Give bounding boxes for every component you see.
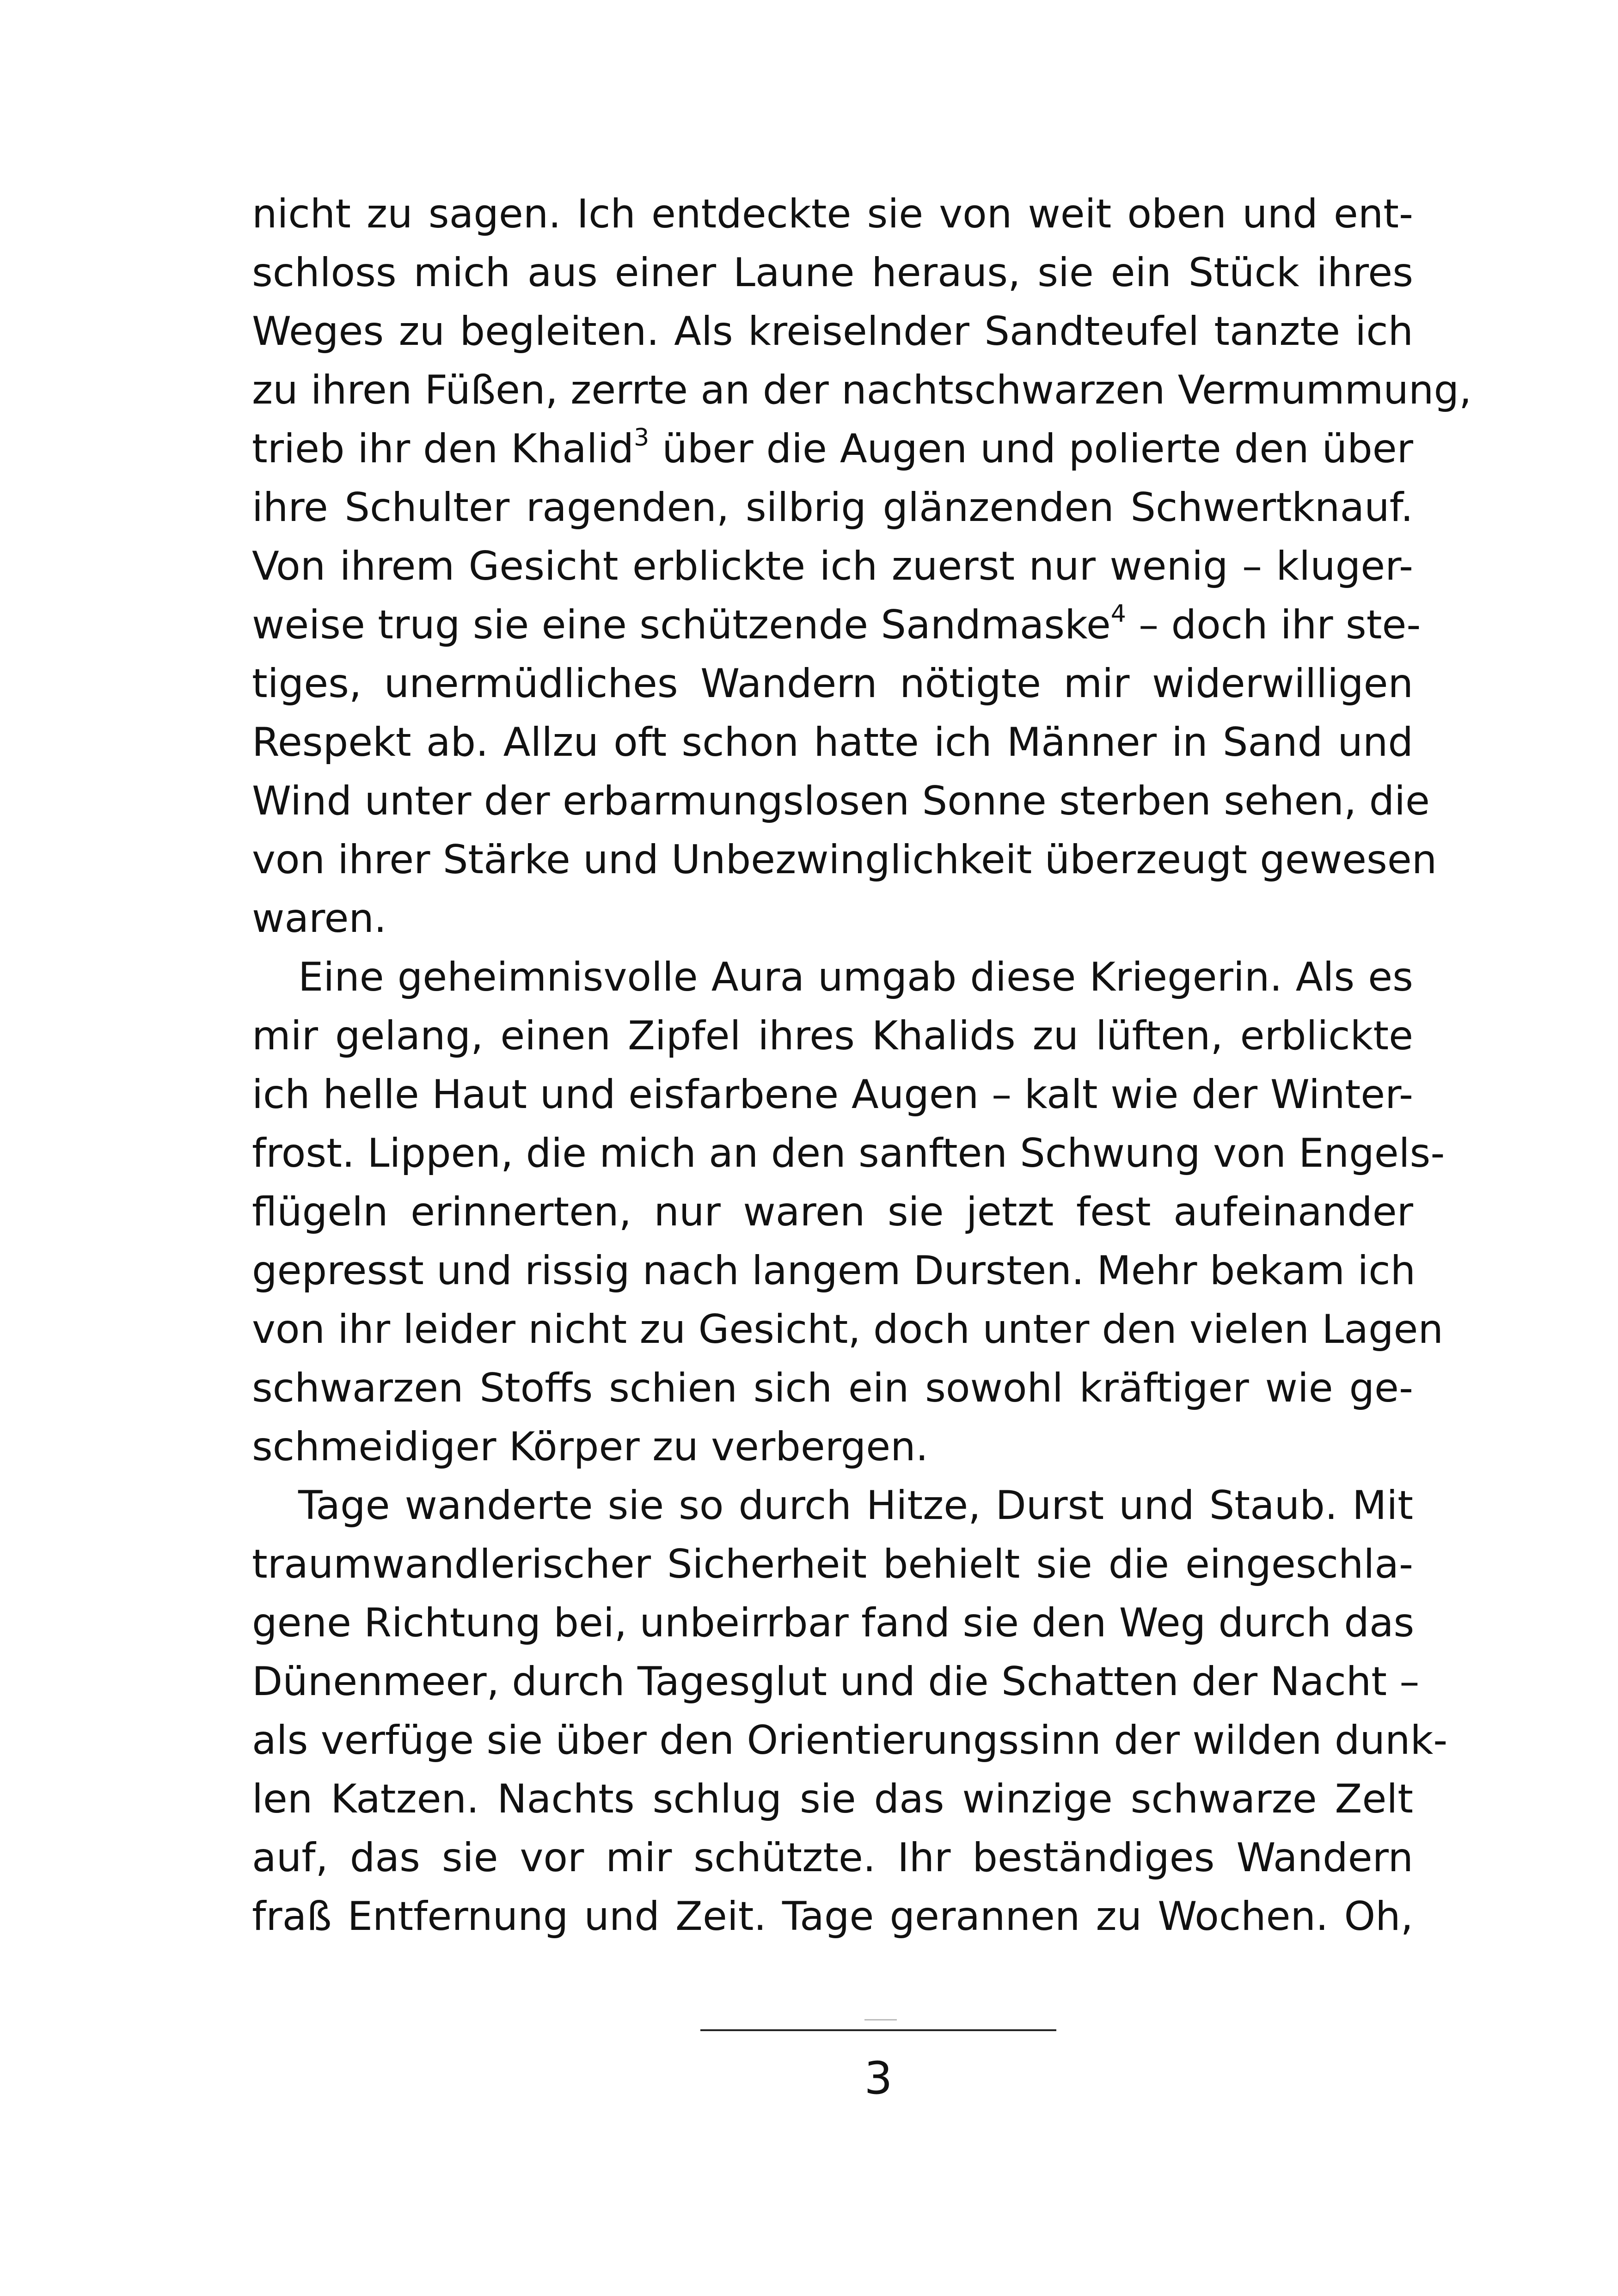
text-line: schwarzen Stoffs schien sich ein sowohl kräftiger wie ge-	[252, 1365, 1413, 1411]
text-line	[252, 596, 1421, 655]
text-line: gene Richtung bei, unbeirrbar fand sie den Weg durch das	[252, 1600, 1415, 1646]
text-segment: weise trug sie eine schützende Sandmaske	[252, 602, 1111, 648]
text-line: traumwandlerischer Sicherheit behielt sie die eingeschla-	[252, 1541, 1413, 1587]
text-line: gepresst und rissig nach langem Dursten. Mehr bekam ich	[252, 1248, 1416, 1294]
text-line: Eine geheimnisvolle Aura umgab diese Kriegerin. Als es	[298, 954, 1413, 1000]
text-line: frost. Lippen, die mich an den sanften Schwung von Engels-	[252, 1130, 1445, 1176]
text-line: mir gelang, einen Zipfel ihres Khalids zu lüften, erblickte	[252, 1013, 1413, 1059]
text-segment: über die Augen und polierte den über	[649, 426, 1413, 472]
text-line: ich helle Haut und eisfarbene Augen – kalt wie der Winter-	[252, 1071, 1413, 1118]
text-line: nicht zu sagen. Ich entdeckte sie von weit oben und ent-	[252, 191, 1413, 237]
text-line	[252, 420, 1413, 478]
page-number: 3	[864, 2052, 893, 2104]
text-line: von ihrer Stärke und Unbezwinglichkeit überzeugt gewesen	[252, 837, 1437, 883]
text-line: zu ihren Füßen, zerrte an der nachtschwarzen Vermummung,	[252, 367, 1472, 413]
text-line: Tage wanderte sie so durch Hitze, Durst und Staub. Mit	[298, 1482, 1413, 1529]
text-line: fraß Entfernung und Zeit. Tage gerannen zu Wochen. Oh,	[252, 1893, 1413, 1940]
text-segment: trieb ihr den Khalid	[252, 426, 634, 472]
text-line: Wind unter der erbarmungslosen Sonne sterben sehen, die	[252, 778, 1430, 824]
page-footer	[0, 1988, 1618, 2126]
text-line: als verfüge sie über den Orientierungssinn der wilden dunk-	[252, 1717, 1448, 1763]
text-line: waren.	[252, 895, 387, 942]
text-line: Von ihrem Gesicht erblickte ich zuerst nur wenig – kluger-	[252, 543, 1413, 589]
text-segment: – doch ihr ste-	[1126, 602, 1421, 648]
text-line: ihre Schulter ragenden, silbrig glänzenden Schwertknauf.	[252, 484, 1413, 531]
footer-rule	[700, 2029, 1056, 2031]
text-line: tiges, unermüdliches Wandern nötigte mir widerwilligen	[252, 661, 1413, 707]
text-line: Respekt ab. Allzu oft schon hatte ich Männer in Sand und	[252, 719, 1413, 765]
text-line: Dünenmeer, durch Tagesglut und die Schatten der Nacht –	[252, 1659, 1420, 1705]
text-line: auf, das sie vor mir schützte. Ihr beständiges Wandern	[252, 1835, 1413, 1881]
text-line: len Katzen. Nachts schlug sie das winzige schwarze Zelt	[252, 1776, 1413, 1822]
footer-rule-accent	[864, 2019, 897, 2020]
text-line: schmeidiger Körper zu verbergen.	[252, 1424, 928, 1470]
footnote-marker: 4	[1110, 600, 1126, 628]
body-text	[252, 185, 1472, 1946]
text-line: schloss mich aus einer Laune heraus, sie ein Stück ihres	[252, 250, 1413, 296]
footnote-marker: 3	[634, 424, 650, 452]
text-line: von ihr leider nicht zu Gesicht, doch unter den vielen Lagen	[252, 1306, 1443, 1353]
text-line: Weges zu begleiten. Als kreiselnder Sandteufel tanzte ich	[252, 308, 1413, 355]
text-line: flügeln erinnerten, nur waren sie jetzt fest aufeinander	[252, 1189, 1413, 1235]
